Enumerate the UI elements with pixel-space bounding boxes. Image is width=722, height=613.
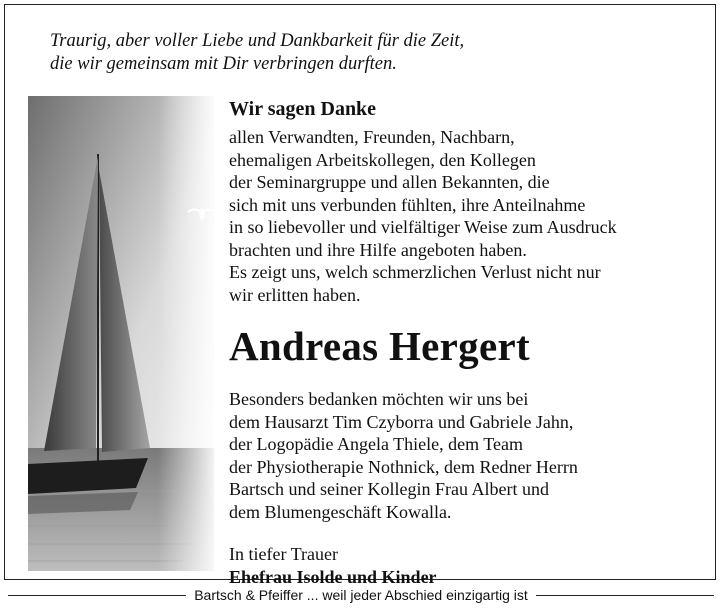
- thanks-paragraph: [229, 126, 699, 306]
- notice-content: [229, 96, 699, 588]
- special-thanks-line: der Logopädie Angela Thiele, dem Team: [229, 434, 523, 454]
- thanks-line: ehemaligen Arbeitskollegen, den Kollegen: [229, 149, 536, 170]
- footer-rule-right: [536, 595, 714, 596]
- footer: [0, 582, 722, 608]
- intro-verse: [50, 30, 670, 76]
- thanks-heading: Wir sagen Danke: [229, 98, 377, 120]
- special-thanks-line: dem Hausarzt Tim Czyborra und Gabriele Jahn,: [229, 411, 574, 432]
- special-thanks-paragraph: [229, 388, 699, 523]
- intro-line-2: die wir gemeinsam mit Dir verbringen durften.: [50, 54, 397, 74]
- thanks-line: brachten und ihre Hilfe angeboten haben.: [229, 239, 527, 260]
- closing-line: In tiefer Trauer: [229, 544, 338, 564]
- intro-line-1: Traurig, aber voller Liebe und Dankbarkeit für die Zeit,: [50, 31, 465, 51]
- footer-rule-left: [8, 595, 186, 596]
- special-thanks-line: Besonders bedanken möchten wir uns bei: [229, 389, 529, 409]
- special-thanks-line: Bartsch und seiner Kollegin Frau Albert und: [229, 479, 549, 499]
- sailboat-photo: [28, 96, 214, 571]
- thanks-line: allen Verwandten, Freunden, Nachbarn,: [229, 127, 515, 147]
- thanks-line: wir erlitten haben.: [229, 284, 361, 305]
- special-thanks-line: dem Blumengeschäft Kowalla.: [229, 501, 452, 522]
- deceased-name: Andreas Hergert: [229, 323, 530, 369]
- special-thanks-line: der Physiotherapie Nothnick, dem Redner Herrn: [229, 456, 578, 477]
- signature: Ehefrau Isolde und Kinder: [229, 566, 437, 587]
- thanks-line: der Seminargruppe und allen Bekannten, die: [229, 172, 550, 192]
- footer-text: Bartsch & Pfeiffer ... weil jeder Abschied einzigartig ist: [194, 587, 528, 603]
- thanks-line: Es zeigt uns, welch schmerzlichen Verlust nicht nur: [229, 262, 601, 282]
- thanks-line: in so liebevoller und vielfältiger Weise zum Ausdruck: [229, 217, 617, 237]
- thanks-line: sich mit uns verbunden fühlten, ihre Anteilnahme: [229, 194, 586, 215]
